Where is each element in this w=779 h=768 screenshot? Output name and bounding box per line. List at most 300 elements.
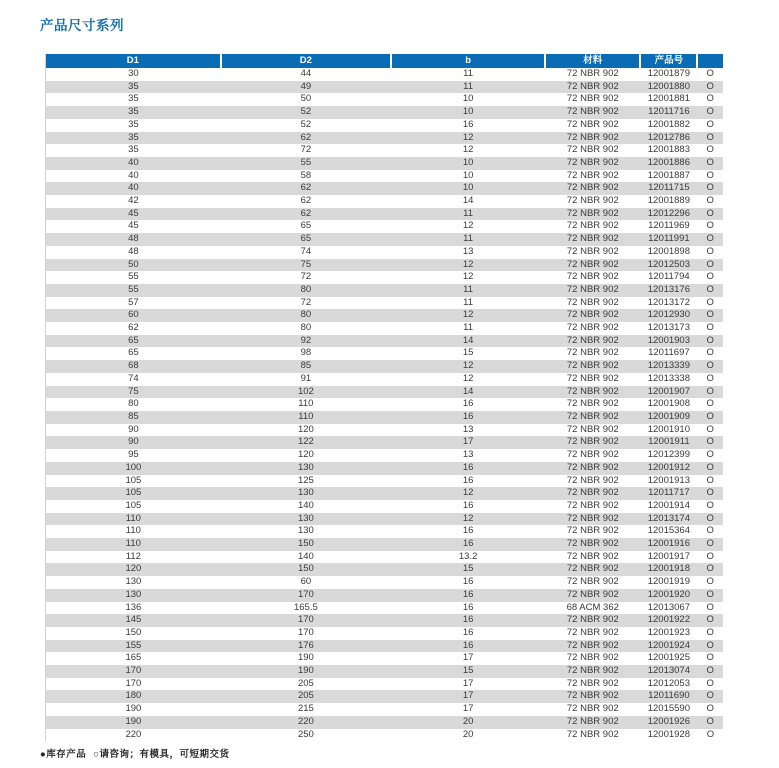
cell-d1: 45 bbox=[46, 208, 221, 221]
cell-d2: 65 bbox=[221, 233, 391, 246]
cell-d1: 90 bbox=[128, 423, 139, 435]
cell-d1: 75 bbox=[46, 386, 221, 399]
cell-d1: 130 bbox=[46, 589, 221, 602]
cell-d2: 215 bbox=[297, 703, 314, 715]
cell-b: 13.2 bbox=[458, 550, 478, 562]
cell-d2: 49 bbox=[221, 81, 391, 94]
table-row bbox=[46, 284, 724, 297]
stock-label: 库存产品 bbox=[46, 749, 87, 761]
table-row bbox=[46, 386, 724, 399]
cell-availability: O bbox=[697, 233, 723, 246]
table-row bbox=[46, 259, 724, 272]
cell-d2: 130 bbox=[221, 462, 391, 475]
table-row bbox=[46, 690, 724, 703]
cell-material: 72 NBR 902 bbox=[566, 296, 619, 308]
table-row bbox=[46, 475, 724, 488]
cell-product-no: 12015590 bbox=[647, 703, 691, 715]
cell-availability: O bbox=[706, 601, 714, 613]
cell-availability: O bbox=[706, 322, 714, 334]
cell-availability: O bbox=[697, 487, 723, 500]
table-row bbox=[46, 93, 724, 106]
cell-product-no: 12013339 bbox=[640, 360, 697, 373]
cell-d1: 112 bbox=[125, 550, 141, 562]
cell-d2: 44 bbox=[300, 68, 312, 79]
cell-b: 13 bbox=[462, 449, 474, 461]
cell-availability: O bbox=[706, 169, 714, 181]
table-row bbox=[46, 729, 724, 742]
cell-material: 72 NBR 902 bbox=[545, 208, 640, 221]
cell-product-no: 12011715 bbox=[640, 182, 697, 195]
cell-product-no: 12011991 bbox=[640, 233, 697, 246]
cell-b: 16 bbox=[391, 538, 545, 551]
cell-product-no: 12013172 bbox=[647, 296, 691, 308]
cell-d1: 30 bbox=[128, 68, 139, 79]
cell-availability: O bbox=[706, 220, 714, 232]
cell-availability: O bbox=[706, 550, 714, 562]
cell-d2: 190 bbox=[297, 652, 314, 664]
cell-b: 17 bbox=[391, 436, 545, 449]
cell-b: 16 bbox=[391, 614, 545, 627]
cell-b: 17 bbox=[391, 690, 545, 703]
cell-d2: 150 bbox=[221, 563, 391, 576]
cell-d1: 48 bbox=[128, 245, 139, 257]
cell-availability: O bbox=[697, 563, 723, 576]
cell-product-no: 12001883 bbox=[647, 144, 691, 156]
cell-d1: 105 bbox=[46, 487, 221, 500]
cell-product-no: 12001923 bbox=[647, 626, 691, 638]
cell-d1: 50 bbox=[46, 259, 221, 272]
table-row bbox=[46, 233, 724, 246]
cell-d1: 110 bbox=[46, 538, 221, 551]
cell-product-no: 12001882 bbox=[647, 118, 691, 130]
cell-material: 72 NBR 902 bbox=[566, 169, 619, 181]
cell-d1: 40 bbox=[128, 169, 139, 181]
cell-d2: 165.5 bbox=[293, 601, 318, 613]
cell-b: 12 bbox=[391, 513, 545, 526]
cell-material: 72 NBR 902 bbox=[566, 347, 619, 359]
table-row bbox=[46, 106, 724, 119]
cell-material: 72 NBR 902 bbox=[545, 665, 640, 678]
cell-availability: O bbox=[697, 335, 723, 348]
table-row bbox=[46, 373, 724, 386]
table-row bbox=[46, 462, 724, 475]
cell-d2: 130 bbox=[221, 513, 391, 526]
cell-availability: O bbox=[706, 296, 714, 308]
cell-material: 72 NBR 902 bbox=[545, 309, 640, 322]
cell-material: 72 NBR 902 bbox=[545, 284, 640, 297]
cell-d2: 80 bbox=[221, 284, 391, 297]
cell-b: 11 bbox=[391, 233, 545, 246]
cell-b: 11 bbox=[391, 81, 545, 94]
cell-material: 72 NBR 902 bbox=[545, 259, 640, 272]
table-row bbox=[46, 360, 724, 373]
table-row bbox=[46, 640, 724, 653]
cell-material: 72 NBR 902 bbox=[545, 182, 640, 195]
cell-material: 72 NBR 902 bbox=[545, 106, 640, 119]
table-row bbox=[46, 652, 724, 665]
table-row bbox=[46, 220, 724, 233]
inquiry-label: 请咨询；有模具，可短期交货 bbox=[99, 749, 230, 761]
page-title: 产品尺寸系列 bbox=[40, 18, 124, 33]
cell-d2: 80 bbox=[221, 309, 391, 322]
cell-d1: 110 bbox=[46, 513, 221, 526]
cell-availability: O bbox=[697, 716, 723, 729]
cell-product-no: 12013176 bbox=[640, 284, 697, 297]
cell-b: 20 bbox=[391, 716, 545, 729]
cell-b: 10 bbox=[462, 93, 474, 105]
table-header bbox=[46, 54, 724, 68]
cell-product-no: 12012930 bbox=[640, 309, 697, 322]
cell-product-no: 12001913 bbox=[647, 474, 691, 486]
cell-b: 16 bbox=[391, 462, 545, 475]
cell-availability: O bbox=[697, 360, 723, 373]
cell-material: 72 NBR 902 bbox=[566, 271, 619, 283]
cell-material: 72 NBR 902 bbox=[545, 360, 640, 373]
cell-availability: O bbox=[697, 690, 723, 703]
cell-availability: O bbox=[697, 106, 723, 119]
cell-product-no: 12001919 bbox=[647, 576, 691, 588]
cell-d2: 170 bbox=[221, 614, 391, 627]
cell-b: 12 bbox=[462, 271, 474, 283]
cell-d1: 170 bbox=[125, 677, 142, 689]
cell-b: 16 bbox=[462, 576, 474, 588]
cell-d2: 80 bbox=[300, 322, 312, 334]
cell-product-no: 12001903 bbox=[640, 335, 697, 348]
cell-availability: O bbox=[706, 652, 714, 664]
table-row bbox=[46, 144, 724, 157]
cell-d2: 72 bbox=[300, 271, 312, 283]
cell-availability: O bbox=[706, 93, 714, 105]
legend-note bbox=[40, 746, 779, 760]
table-row bbox=[46, 703, 724, 716]
cell-material: 72 NBR 902 bbox=[545, 538, 640, 551]
cell-d1: 68 bbox=[46, 360, 221, 373]
cell-availability: O bbox=[706, 347, 714, 359]
cell-d2: 91 bbox=[300, 372, 312, 384]
cell-d1: 105 bbox=[125, 474, 142, 486]
cell-b: 11 bbox=[391, 284, 545, 297]
cell-product-no: 12013067 bbox=[647, 601, 691, 613]
cell-availability: O bbox=[697, 665, 723, 678]
cell-availability: O bbox=[706, 144, 714, 156]
cell-availability: O bbox=[706, 525, 714, 537]
table-row bbox=[46, 170, 724, 183]
cell-material: 72 NBR 902 bbox=[545, 132, 640, 145]
cell-availability: O bbox=[706, 576, 714, 588]
cell-d1: 35 bbox=[46, 132, 221, 145]
cell-d2: 125 bbox=[297, 474, 314, 486]
cell-d2: 74 bbox=[300, 245, 312, 257]
cell-d1: 105 bbox=[125, 499, 142, 511]
column-header-b: b bbox=[391, 54, 545, 68]
cell-d1: 190 bbox=[125, 703, 142, 715]
cell-b: 14 bbox=[391, 386, 545, 399]
cell-b: 12 bbox=[391, 487, 545, 500]
cell-material: 72 NBR 902 bbox=[566, 93, 619, 105]
cell-material: 68 ACM 362 bbox=[566, 601, 619, 613]
cell-product-no: 12011794 bbox=[648, 271, 690, 283]
table-row bbox=[46, 182, 724, 195]
cell-material: 72 NBR 902 bbox=[566, 449, 619, 461]
cell-b: 16 bbox=[462, 118, 474, 130]
cell-product-no: 12012296 bbox=[640, 208, 697, 221]
cell-d1: 95 bbox=[128, 449, 139, 461]
cell-availability: O bbox=[697, 436, 723, 449]
cell-b: 11 bbox=[463, 68, 474, 79]
table-row bbox=[46, 551, 724, 564]
cell-d2: 60 bbox=[300, 576, 312, 588]
cell-availability: O bbox=[697, 462, 723, 475]
table-row bbox=[46, 81, 724, 94]
cell-b: 12 bbox=[391, 132, 545, 145]
cell-d2: 62 bbox=[221, 182, 391, 195]
cell-availability: O bbox=[706, 728, 715, 740]
cell-d1: 65 bbox=[46, 335, 221, 348]
table-row bbox=[46, 398, 724, 411]
table-row bbox=[46, 500, 724, 513]
cell-product-no: 12001928 bbox=[647, 728, 691, 740]
cell-product-no: 12011716 bbox=[640, 106, 697, 119]
cell-material: 72 NBR 902 bbox=[566, 626, 619, 638]
cell-d2: 205 bbox=[297, 677, 314, 689]
cell-b: 15 bbox=[462, 347, 474, 359]
cell-b: 12 bbox=[462, 220, 474, 232]
cell-d2: 62 bbox=[300, 195, 312, 207]
cell-d1: 120 bbox=[46, 563, 221, 576]
cell-material: 72 NBR 902 bbox=[566, 398, 619, 410]
cell-material: 72 NBR 902 bbox=[566, 118, 619, 130]
cell-b: 11 bbox=[463, 322, 474, 334]
cell-d2: 140 bbox=[297, 550, 314, 562]
cell-d1: 35 bbox=[128, 93, 139, 105]
table-header-row bbox=[46, 54, 724, 68]
cell-availability: O bbox=[706, 474, 714, 486]
table-row bbox=[46, 576, 724, 589]
cell-b: 11 bbox=[391, 208, 545, 221]
table-row bbox=[46, 602, 724, 615]
cell-material: 72 NBR 902 bbox=[566, 652, 619, 664]
cell-b: 16 bbox=[462, 398, 474, 410]
cell-material: 72 NBR 902 bbox=[566, 499, 619, 511]
cell-b: 14 bbox=[462, 195, 474, 207]
inquiry-circle-icon: ○ bbox=[93, 749, 100, 761]
cell-availability: O bbox=[697, 81, 723, 94]
cell-d2: 58 bbox=[300, 169, 312, 181]
cell-d1: 165 bbox=[125, 652, 142, 664]
cell-b: 10 bbox=[391, 182, 545, 195]
cell-availability: O bbox=[697, 259, 723, 272]
cell-availability: O bbox=[697, 182, 723, 195]
table-row bbox=[46, 411, 724, 424]
cell-availability: O bbox=[706, 118, 714, 130]
table-row bbox=[46, 665, 724, 678]
cell-availability: O bbox=[706, 677, 714, 689]
cell-material: 72 NBR 902 bbox=[566, 677, 619, 689]
cell-d2: 72 bbox=[300, 144, 312, 156]
table-row bbox=[46, 208, 724, 221]
cell-material: 72 NBR 902 bbox=[545, 335, 640, 348]
cell-d2: 190 bbox=[221, 665, 391, 678]
cell-d2: 120 bbox=[297, 423, 314, 435]
cell-availability: O bbox=[697, 538, 723, 551]
cell-material: 72 NBR 902 bbox=[566, 728, 619, 740]
cell-d1: 55 bbox=[128, 271, 139, 283]
cell-d2: 55 bbox=[221, 157, 391, 170]
cell-d2: 72 bbox=[300, 296, 312, 308]
cell-availability: O bbox=[697, 157, 723, 170]
cell-d1: 57 bbox=[128, 296, 139, 308]
table-row bbox=[46, 716, 724, 729]
cell-product-no: 12013174 bbox=[640, 513, 697, 526]
cell-d2: 50 bbox=[300, 93, 312, 105]
cell-material: 72 NBR 902 bbox=[545, 462, 640, 475]
cell-d1: 74 bbox=[128, 372, 139, 384]
cell-material: 72 NBR 902 bbox=[566, 195, 619, 207]
cell-d2: 92 bbox=[221, 335, 391, 348]
cell-availability: O bbox=[706, 245, 714, 257]
cell-d1: 110 bbox=[125, 525, 141, 537]
cell-availability: O bbox=[697, 284, 723, 297]
cell-d1: 48 bbox=[46, 233, 221, 246]
cell-d1: 62 bbox=[128, 322, 139, 334]
cell-material: 72 NBR 902 bbox=[566, 474, 619, 486]
cell-d2: 130 bbox=[221, 487, 391, 500]
cell-product-no: 12013173 bbox=[647, 322, 691, 334]
cell-b: 14 bbox=[391, 335, 545, 348]
column-header-availability bbox=[697, 54, 723, 68]
cell-b: 16 bbox=[391, 411, 545, 424]
table-row bbox=[46, 347, 724, 360]
cell-d1: 80 bbox=[128, 398, 139, 410]
cell-b: 12 bbox=[391, 360, 545, 373]
cell-material: 72 NBR 902 bbox=[545, 386, 640, 399]
cell-product-no: 12001886 bbox=[640, 157, 697, 170]
cell-availability: O bbox=[706, 449, 714, 461]
stock-dot-icon: ● bbox=[40, 749, 47, 761]
cell-material: 72 NBR 902 bbox=[545, 436, 640, 449]
cell-product-no: 12013338 bbox=[647, 372, 691, 384]
table-row bbox=[46, 449, 724, 462]
cell-b: 17 bbox=[462, 652, 474, 664]
cell-availability: O bbox=[697, 640, 723, 653]
table-row bbox=[46, 322, 724, 335]
table-row bbox=[46, 563, 724, 576]
table-row bbox=[46, 195, 724, 208]
cell-d1: 45 bbox=[128, 220, 139, 232]
cell-material: 72 NBR 902 bbox=[545, 487, 640, 500]
table-row bbox=[46, 132, 724, 145]
cell-material: 72 NBR 902 bbox=[566, 372, 619, 384]
cell-d2: 150 bbox=[221, 538, 391, 551]
cell-product-no: 12012786 bbox=[640, 132, 697, 145]
cell-d2: 205 bbox=[221, 690, 391, 703]
cell-b: 10 bbox=[462, 169, 474, 181]
table-row bbox=[46, 246, 724, 259]
cell-d2: 170 bbox=[297, 626, 314, 638]
cell-material: 72 NBR 902 bbox=[545, 640, 640, 653]
cell-material: 72 NBR 902 bbox=[566, 550, 619, 562]
cell-d1: 90 bbox=[46, 436, 221, 449]
cell-availability: O bbox=[706, 703, 714, 715]
cell-material: 72 NBR 902 bbox=[545, 513, 640, 526]
cell-d1: 35 bbox=[46, 81, 221, 94]
cell-b: 12 bbox=[462, 372, 474, 384]
cell-d2: 85 bbox=[221, 360, 391, 373]
cell-product-no: 12001887 bbox=[647, 169, 691, 181]
cell-material: 72 NBR 902 bbox=[545, 589, 640, 602]
cell-d1: 35 bbox=[128, 144, 139, 156]
cell-product-no: 12001908 bbox=[647, 398, 691, 410]
cell-d1: 42 bbox=[128, 195, 139, 207]
cell-material: 72 NBR 902 bbox=[566, 576, 619, 588]
cell-b: 10 bbox=[391, 106, 545, 119]
table-row bbox=[46, 424, 724, 437]
table-row bbox=[46, 589, 724, 602]
table-row bbox=[46, 627, 724, 640]
table-row bbox=[46, 68, 724, 81]
cell-d2: 140 bbox=[297, 499, 314, 511]
table-row bbox=[46, 119, 724, 132]
cell-d2: 102 bbox=[221, 386, 391, 399]
cell-b: 12 bbox=[391, 309, 545, 322]
table-row bbox=[46, 309, 724, 322]
cell-availability: O bbox=[706, 195, 714, 207]
cell-product-no: 12001879 bbox=[647, 68, 691, 79]
table-row bbox=[46, 335, 724, 348]
table-row bbox=[46, 525, 724, 538]
cell-product-no: 12001907 bbox=[640, 386, 697, 399]
cell-b: 12 bbox=[391, 259, 545, 272]
cell-product-no: 12001926 bbox=[640, 716, 697, 729]
cell-d2: 170 bbox=[221, 589, 391, 602]
cell-d1: 155 bbox=[46, 640, 221, 653]
cell-d2: 52 bbox=[221, 106, 391, 119]
cell-d2: 130 bbox=[297, 525, 314, 537]
cell-material: 72 NBR 902 bbox=[566, 525, 619, 537]
cell-product-no: 12011697 bbox=[648, 347, 690, 359]
cell-availability: O bbox=[706, 398, 714, 410]
cell-product-no: 12001925 bbox=[647, 652, 691, 664]
cell-availability: O bbox=[706, 626, 714, 638]
cell-b: 13 bbox=[462, 245, 474, 257]
cell-b: 16 bbox=[462, 601, 474, 613]
cell-b: 16 bbox=[391, 589, 545, 602]
cell-material: 72 NBR 902 bbox=[566, 220, 619, 232]
cell-material: 72 NBR 902 bbox=[566, 245, 619, 257]
cell-product-no: 12001920 bbox=[640, 589, 697, 602]
cell-b: 12 bbox=[462, 144, 474, 156]
cell-availability: O bbox=[706, 271, 714, 283]
column-header-d1: D1 bbox=[46, 54, 221, 68]
cell-availability: O bbox=[697, 513, 723, 526]
cell-d2: 176 bbox=[221, 640, 391, 653]
cell-b: 16 bbox=[462, 499, 474, 511]
table-row bbox=[46, 297, 724, 310]
table-row bbox=[46, 614, 724, 627]
table-row bbox=[46, 157, 724, 170]
cell-d2: 62 bbox=[221, 132, 391, 145]
column-header-material: 材料 bbox=[545, 54, 640, 68]
product-size-table bbox=[45, 54, 724, 741]
cell-product-no: 12001922 bbox=[640, 614, 697, 627]
cell-product-no: 12001881 bbox=[647, 93, 691, 105]
cell-b: 13 bbox=[462, 423, 474, 435]
cell-product-no: 12001910 bbox=[647, 423, 691, 435]
cell-availability: O bbox=[697, 132, 723, 145]
cell-b: 15 bbox=[391, 665, 545, 678]
cell-product-no: 12015364 bbox=[647, 525, 691, 537]
cell-product-no: 12001914 bbox=[647, 499, 691, 511]
